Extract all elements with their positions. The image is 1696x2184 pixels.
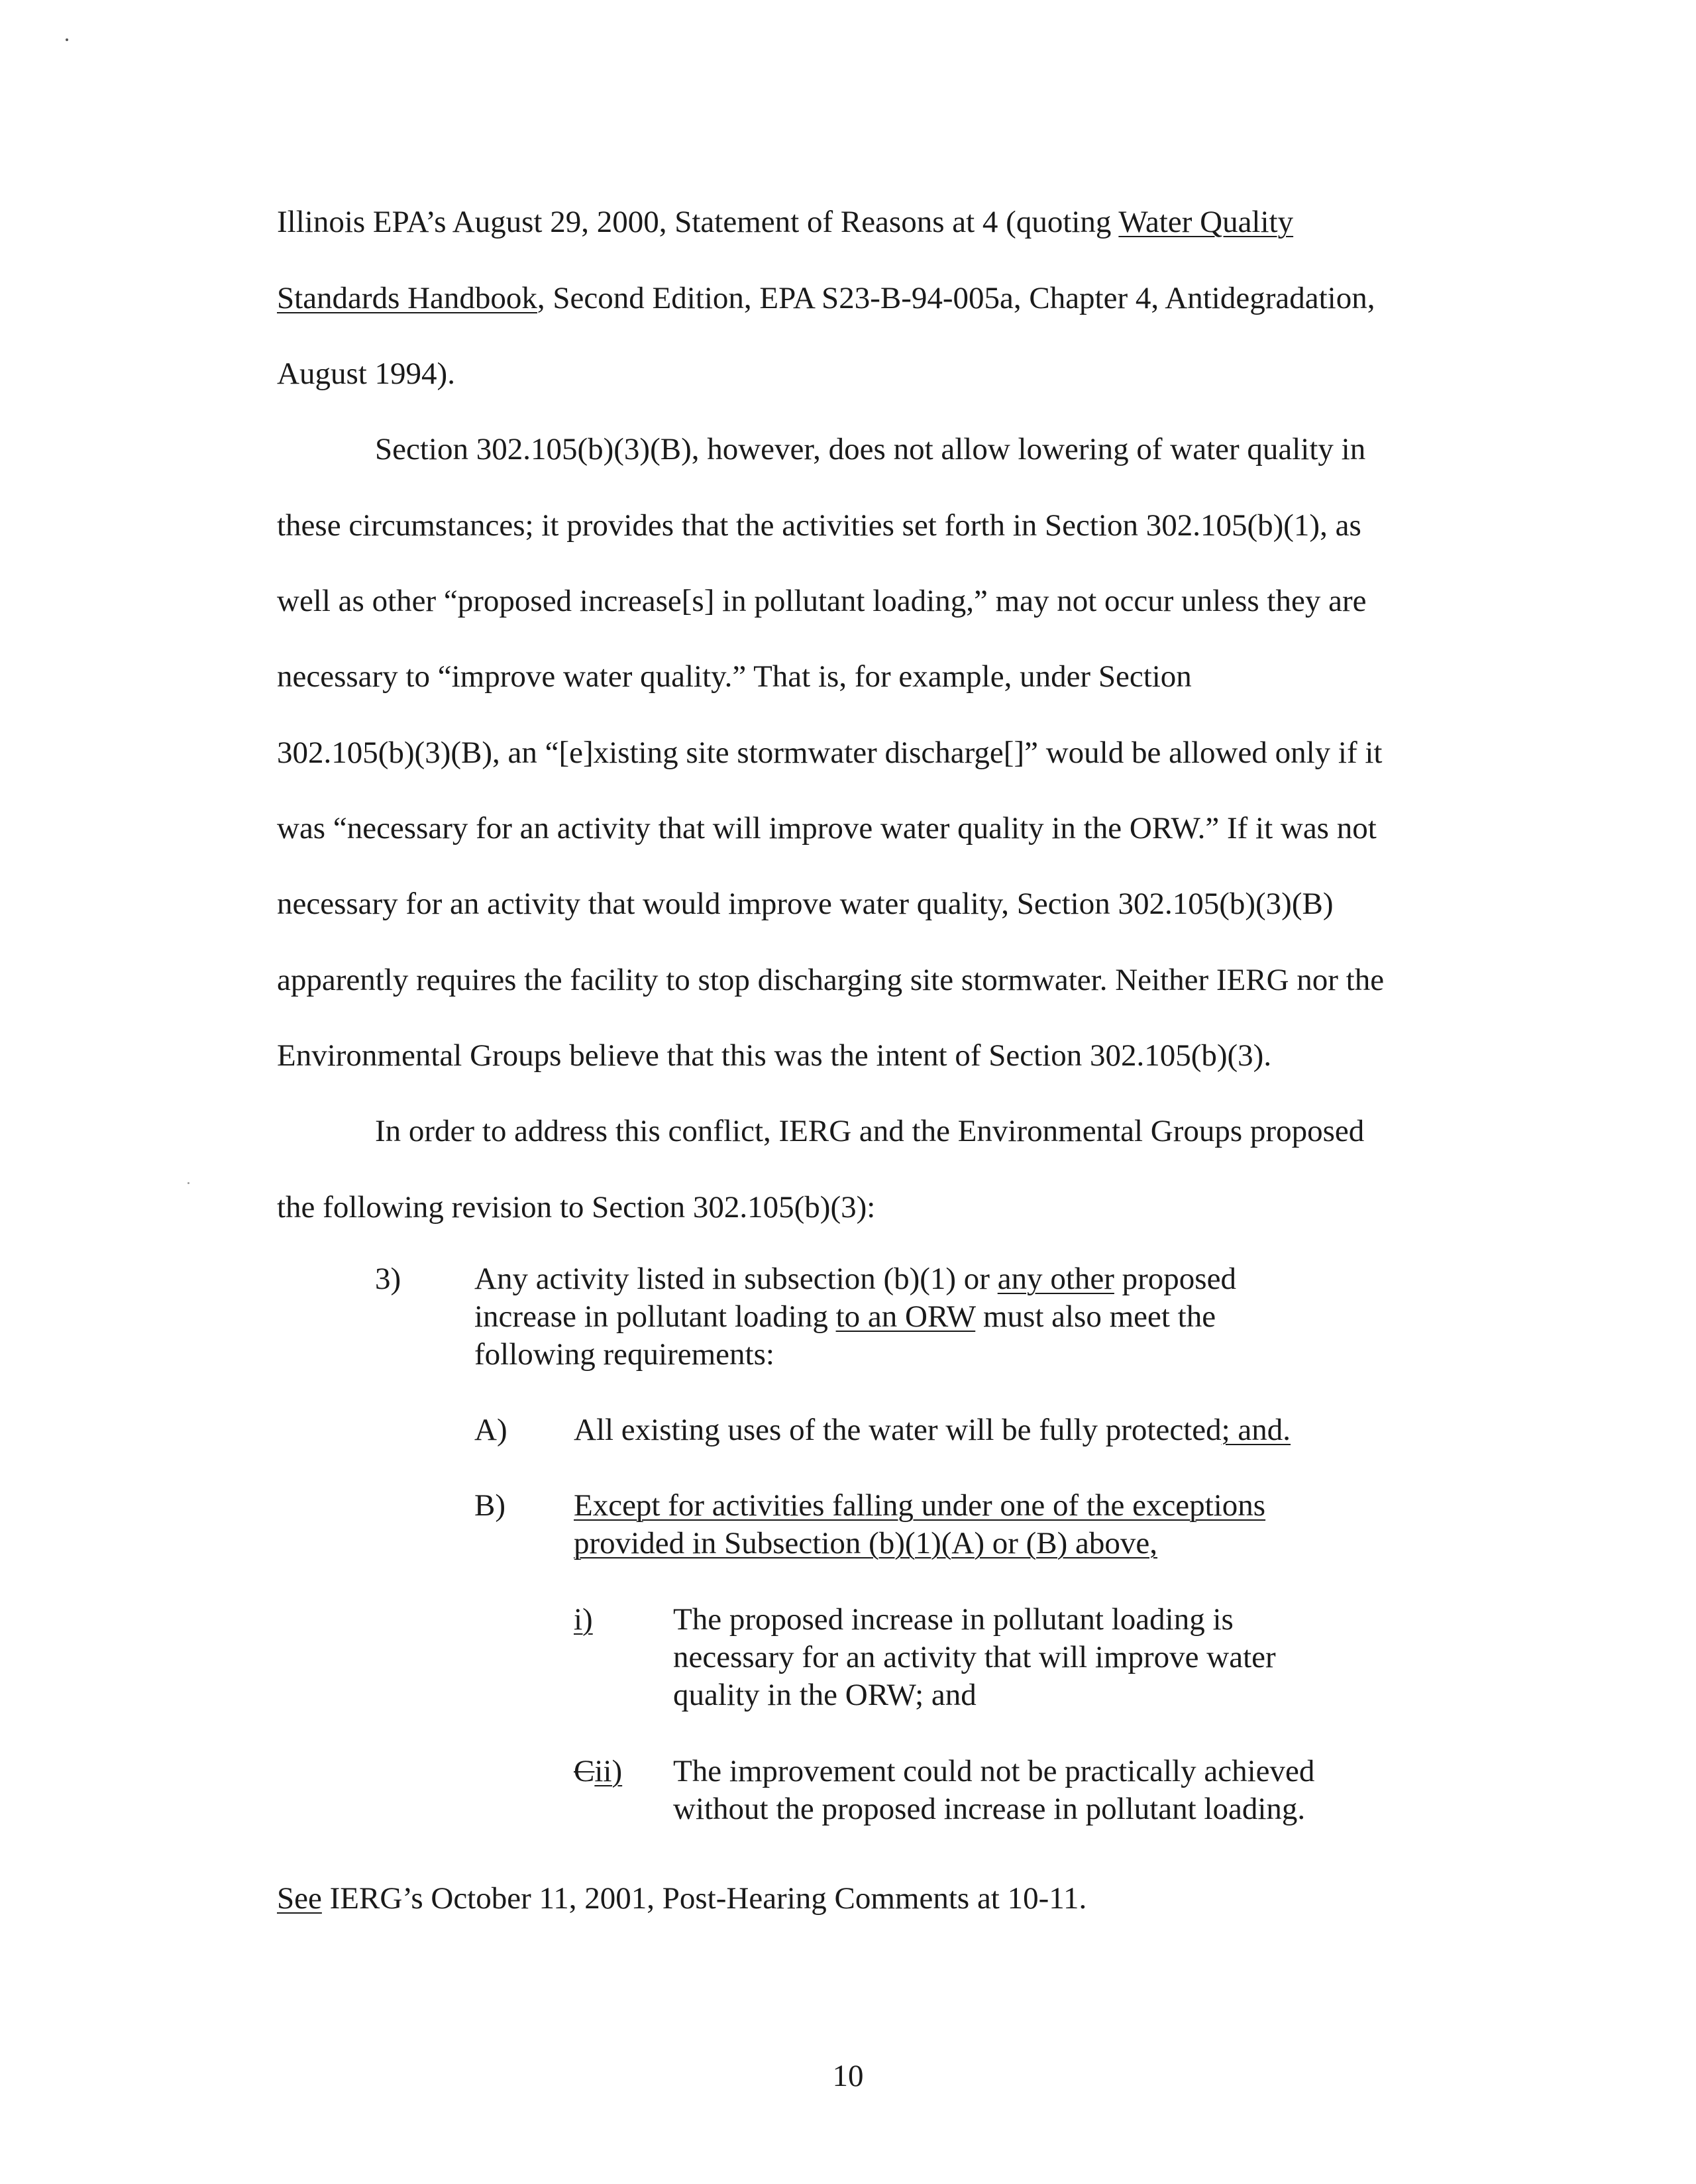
paragraph-3-line-1: In order to address this conflict, IERG and the Environmental Groups proposed [375,1114,1365,1148]
inserted-text: provided in Subsection (b)(1)(A) or (B) above, [574,1526,1158,1560]
text: IERG’s October 11, 2001, Post-Hearing Comments at 10-11. [321,1881,1087,1916]
paragraph-2-line-8: apparently requires the facility to stop discharging site stormwater. Neither IERG nor the [277,963,1385,997]
see-signal: See [277,1881,322,1916]
text: following requirements: [474,1337,774,1372]
item-3-label: 3) [375,1262,401,1296]
text: proposed [1114,1262,1236,1296]
text: Illinois EPA’s August 29, 2000, Statement of Reasons at 4 (quoting [277,205,1119,239]
scan-speck [187,1182,189,1184]
paragraph-2-line-5: 302.105(b)(3)(B), an “[e]xisting site stormwater discharge[]” would be allowed only if it [277,736,1383,770]
inserted-text: any other [997,1262,1114,1296]
paragraph-2-line-6: was “necessary for an activity that will improve water quality in the ORW.” If it was not [277,811,1377,846]
paragraph-2-line-7: necessary for an activity that would improve water quality, Section 302.105(b)(3)(B) [277,887,1334,921]
page-number: 10 [832,2059,864,2093]
text: quality in the ORW; and [673,1678,977,1712]
inserted-text: ; and. [1221,1413,1291,1447]
citation [277,1883,1086,1914]
item-b-text [574,1487,1265,1562]
text: Any activity listed in subsection (b)(1) or [474,1262,998,1296]
paragraph-1-line-1 [277,207,1293,238]
scan-speck [66,38,68,41]
item-a-label: A) [474,1413,507,1447]
text: The proposed increase in pollutant loading is [673,1602,1234,1637]
paragraph-2-line-1: Section 302.105(b)(3)(B), however, does not allow lowering of water quality in [375,432,1366,466]
text: must also meet the [975,1299,1216,1334]
item-3-text [474,1260,1236,1374]
item-a-text [574,1411,1291,1449]
deleted-text: C [574,1754,595,1788]
text: increase in pollutant loading [474,1299,836,1334]
item-b-label: B) [474,1488,505,1523]
inserted-text: i) [574,1602,593,1637]
paragraph-2-line-9: Environmental Groups believe that this was the intent of Section 302.105(b)(3). [277,1038,1272,1073]
paragraph-2-line-2: these circumstances; it provides that the activities set forth in Section 302.105(b)(1), as [277,508,1361,543]
text: , Second Edition, EPA S23-B-94-005a, Chapter 4, Antidegradation, [537,281,1375,315]
item-ii-text [673,1753,1314,1828]
paragraph-2-line-4: necessary to “improve water quality.” That is, for example, under Section [277,659,1192,694]
inserted-text: to an ORW [835,1299,976,1334]
text: without the proposed increase in pollutant loading. [673,1792,1306,1826]
handbook-title-part2: Standards Handbook [277,281,537,315]
item-i-text [673,1601,1276,1714]
paragraph-1-line-2 [277,283,1375,314]
item-ii-label [574,1753,622,1790]
text: necessary for an activity that will improve water [673,1640,1276,1674]
paragraph-2-line-3: well as other “proposed increase[s] in pollutant loading,” may not occur unless they are [277,584,1367,618]
text: All existing uses of the water will be fully protected [574,1413,1222,1447]
paragraph-1-line-3: August 1994). [277,356,455,391]
inserted-text: Except for activities falling under one of the exceptions [574,1488,1266,1523]
item-i-label [574,1601,593,1639]
paragraph-3-line-2: the following revision to Section 302.105(b)(3): [277,1190,876,1225]
handbook-title-part1: Water Quality [1118,205,1294,239]
text: The improvement could not be practically achieved [673,1754,1315,1788]
inserted-text: ii) [594,1754,623,1788]
